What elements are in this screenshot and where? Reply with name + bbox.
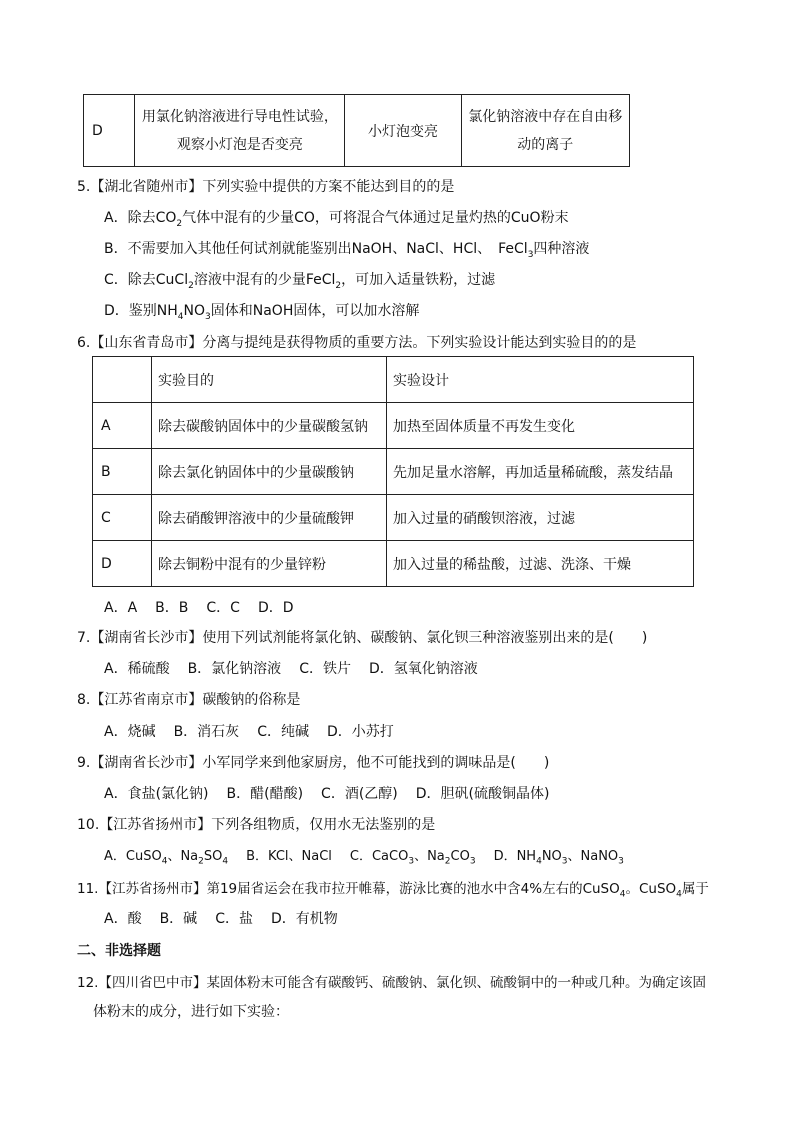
question-5-option-b: B．不需要加入其他任何试剂就能鉴别出NaOH、NaCl、HCl、 FeCl$_3$四种溶液	[104, 241, 590, 260]
question-6-stem: 6.【山东省青岛市】分离与提纯是获得物质的重要方法。下列实验设计能达到实验目的的是	[77, 335, 637, 351]
question-5-stem: 5.【湖北省随州市】下列实验中提供的方案不能达到目的的是	[77, 179, 455, 195]
header-purpose: 实验目的	[152, 357, 387, 403]
table-row: C 除去硝酸钾溶液中的少量硫酸钾 加入过量的硝酸钡溶液，过滤	[93, 495, 694, 541]
row-phenomenon: 小灯泡变亮	[345, 95, 461, 167]
table-row: D 除去铜粉中混有的少量锌粉 加入过量的稀盐酸，过滤、洗涤、干燥	[93, 541, 694, 587]
table-row: A 除去碳酸钠固体中的少量碳酸氢钠 加热至固体质量不再发生变化	[93, 403, 694, 449]
row-letter: D	[84, 95, 135, 167]
question-7-stem: 7.【湖南省长沙市】使用下列试剂能将氯化钠、碳酸钠、氯化钡三种溶液鉴别出来的是( )	[77, 630, 648, 646]
question-12-line-1: 12.【四川省巴中市】某固体粉末可能含有碳酸钙、硫酸钠、氯化钡、硫酸铜中的一种或几种。为确定该固	[77, 975, 706, 991]
question-10-options: A．CuSO$_4$、$Na_2SO_4$ B．KCl、NaCl C．CaCO$_3$、$Na_2CO_3$ D．$NH_4NO_3$、NaNO$_3$	[104, 849, 624, 867]
question-12-line-2: 体粉末的成分，进行如下实验：	[93, 1004, 289, 1020]
table-row	[84, 95, 630, 167]
question-8-stem: 8.【江苏省南京市】碳酸钠的俗称是	[77, 692, 301, 708]
header-design: 实验设计	[387, 357, 694, 403]
experiment-table-top	[83, 94, 630, 167]
row-method: 用氯化钠溶液进行导电性试验， 观察小灯泡是否变亮	[135, 95, 345, 167]
question-9-options: A．食盐(氯化钠) B．醋(醋酸) C．酒(乙醇) D．胆矾(硫酸铜晶体)	[104, 786, 550, 802]
question-7-options: A．稀硫酸 B．氯化钠溶液 C．铁片 D．氢氧化钠溶液	[104, 661, 478, 677]
question-11-stem: 11.【江苏省扬州市】第19届省运会在我市拉开帷幕，游泳比赛的池水中含4%左右的CuSO$_4$。CuSO$_4$属于	[77, 881, 709, 900]
row-conclusion: 氯化钠溶液中存在自由移 动的离子	[461, 95, 629, 167]
question-10-stem: 10.【江苏省扬州市】下列各组物质，仅用水无法鉴别的是	[77, 817, 436, 833]
question-5-option-c: C．除去CuCl$_2$溶液中混有的少量FeCl$_2$，可加入适量铁粉，过滤	[104, 272, 496, 291]
section-heading: 二、非选择题	[77, 943, 161, 959]
question-5-option-d: D．鉴别$NH_4NO_3$固体和NaOH固体，可以加水溶解	[104, 303, 420, 322]
question-9-stem: 9.【湖南省长沙市】小军同学来到他家厨房，他不可能找到的调味品是( )	[77, 755, 550, 771]
separation-table	[92, 356, 694, 587]
question-8-options: A．烧碱 B．消石灰 C．纯碱 D．小苏打	[104, 724, 394, 740]
question-6-options: A．A B．B C．C D．D	[104, 600, 294, 616]
table-row: B 除去氯化钠固体中的少量碳酸钠 先加足量水溶解，再加适量稀硫酸，蒸发结晶	[93, 449, 694, 495]
table-header-row	[93, 357, 694, 403]
question-5-option-a: A．除去$CO_2$气体中混有的少量CO，可将混合气体通过足量灼热的CuO粉末	[104, 210, 569, 229]
question-11-options: A．酸 B．碱 C．盐 D．有机物	[104, 911, 338, 927]
